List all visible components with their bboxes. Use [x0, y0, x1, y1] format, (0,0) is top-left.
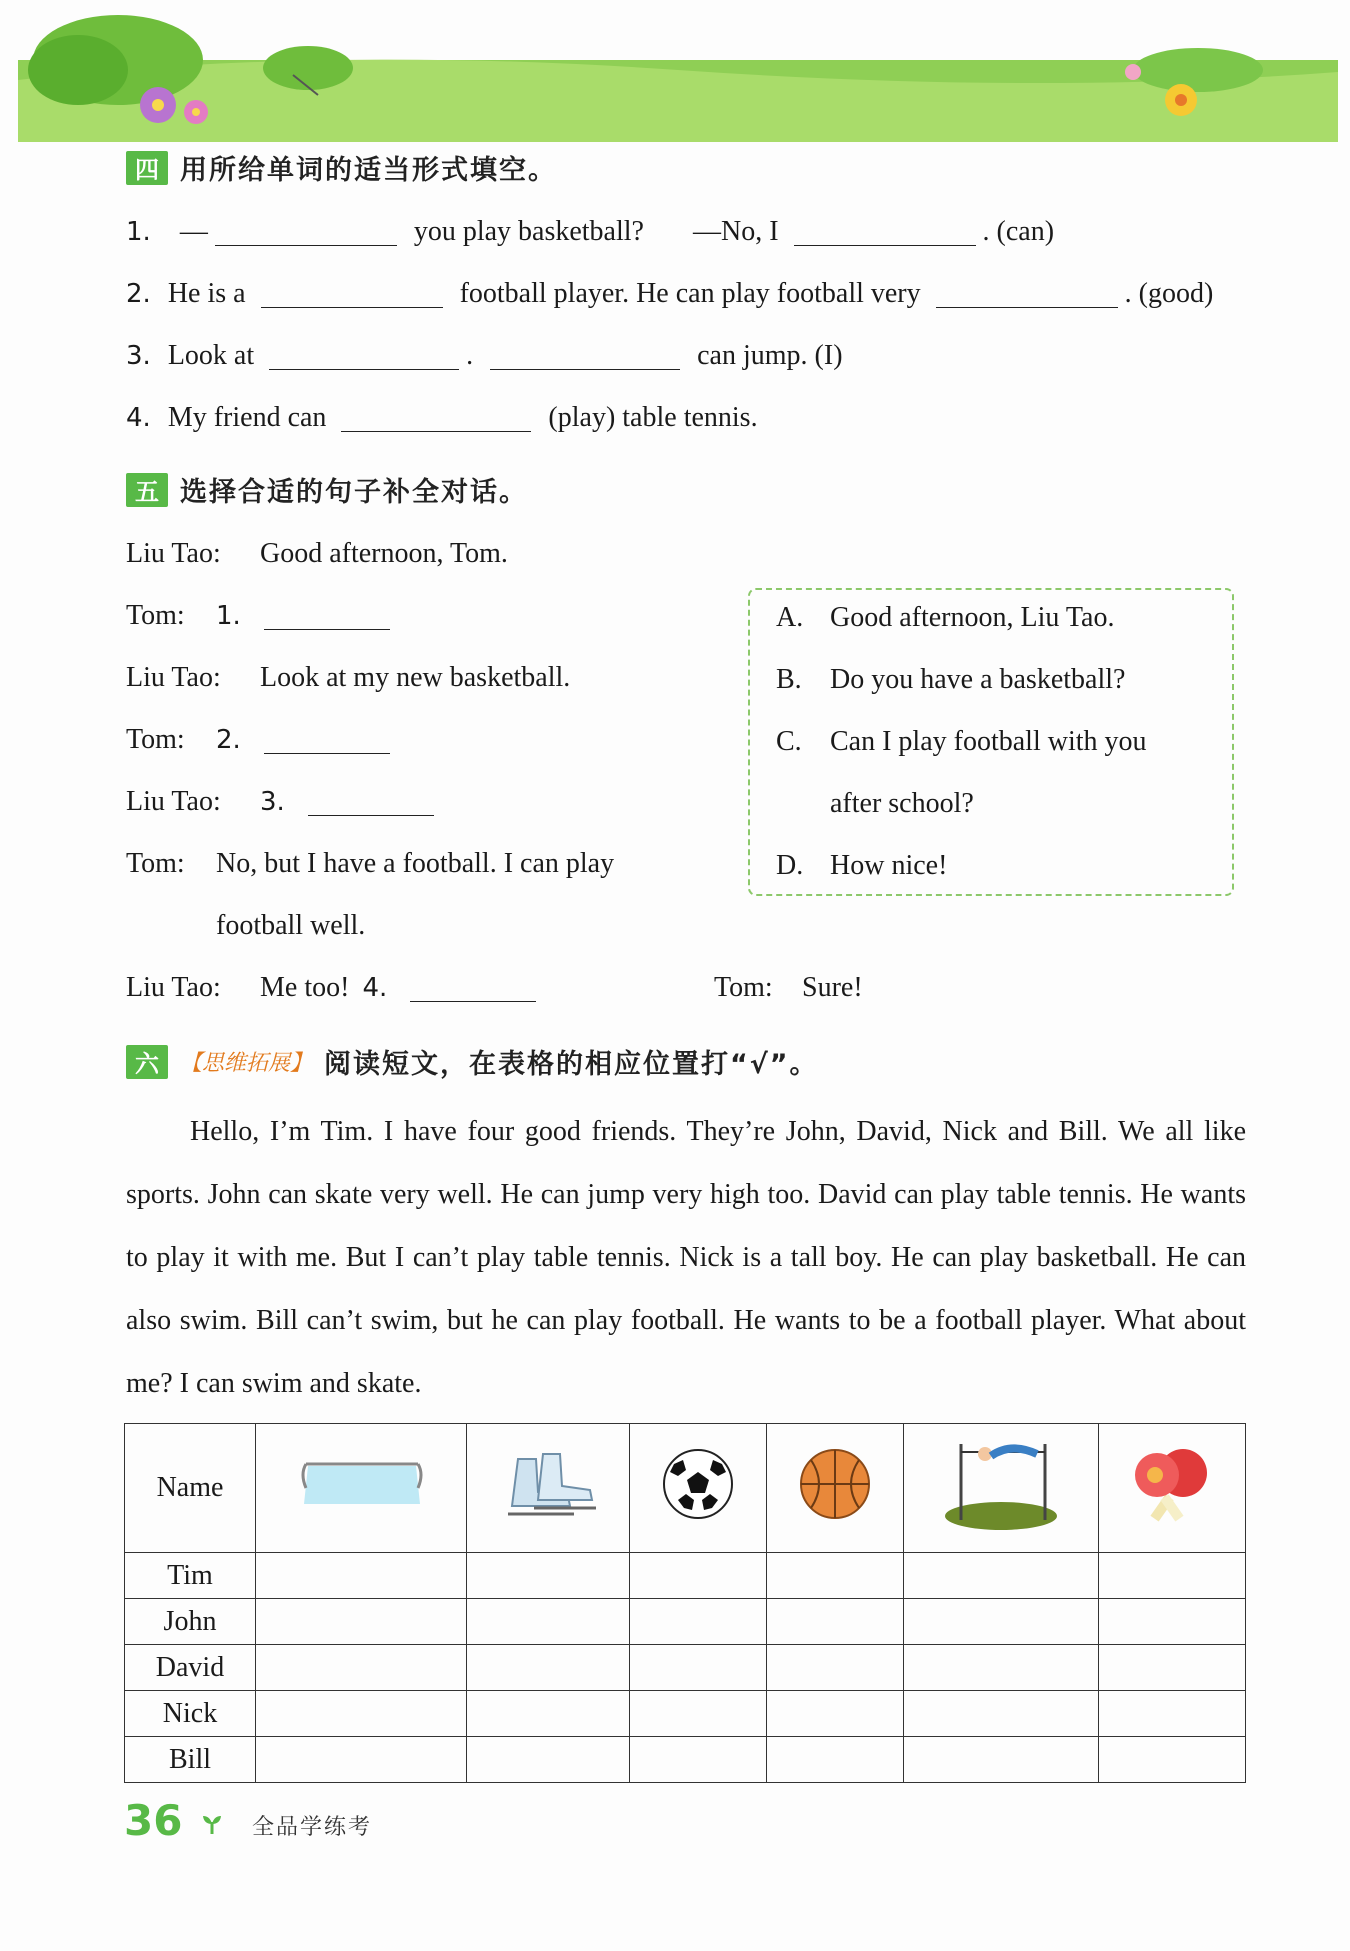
check-cell[interactable] — [904, 1645, 1099, 1691]
check-cell[interactable] — [904, 1553, 1099, 1599]
answer-blank[interactable] — [410, 973, 536, 1002]
table-row — [125, 1645, 1246, 1691]
dialog-line: Liu Tao: Look at my new basketball. — [126, 662, 571, 693]
basketball-icon — [767, 1424, 904, 1553]
grass-banner-illustration — [18, 0, 1338, 150]
check-cell[interactable] — [767, 1691, 904, 1737]
check-cell[interactable] — [256, 1553, 467, 1599]
table-row — [125, 1737, 1246, 1783]
check-cell[interactable] — [904, 1691, 1099, 1737]
dialog-line: Liu Tao: Good afternoon, Tom. — [126, 538, 508, 569]
dialog-line: Tom: No, but I have a football. I can play — [126, 848, 615, 879]
dialog-line: Liu Tao: 3. — [126, 786, 434, 818]
check-cell[interactable] — [256, 1599, 467, 1645]
section-5-heading — [126, 470, 528, 509]
section-6-tag: 【思维拓展】 — [180, 1051, 313, 1076]
dialog-line: Tom: 1. — [126, 600, 390, 632]
check-cell[interactable] — [467, 1737, 630, 1783]
option-a: A. Good afternoon, Liu Tao. — [776, 602, 1115, 633]
table-tennis-icon — [1099, 1424, 1246, 1553]
dialog-line: Liu Tao: Me too! 4. — [126, 972, 536, 1004]
answer-blank[interactable] — [215, 217, 397, 246]
table-row — [125, 1553, 1246, 1599]
check-cell[interactable] — [1099, 1645, 1246, 1691]
table-header-row — [125, 1424, 1246, 1553]
answer-blank[interactable] — [936, 279, 1118, 308]
question-4-4: 4. My friend can (play) table tennis. — [126, 402, 758, 433]
football-icon — [630, 1424, 767, 1553]
option-c: C. Can I play football with you — [776, 726, 1147, 757]
answer-blank[interactable] — [261, 279, 443, 308]
table-row — [125, 1599, 1246, 1645]
section-6-title: 阅读短文，在表格的相应位置打“√”。 — [324, 1049, 819, 1080]
answer-blank[interactable] — [341, 403, 531, 432]
student-name: John — [125, 1599, 256, 1645]
dialog-line: Tom: 2. — [126, 724, 390, 756]
student-name: Tim — [125, 1553, 256, 1599]
question-4-3: 3. Look at . can jump. (I) — [126, 340, 843, 371]
answer-blank[interactable] — [264, 601, 390, 630]
check-cell[interactable] — [256, 1691, 467, 1737]
option-b: B. Do you have a basketball? — [776, 664, 1126, 695]
check-cell[interactable] — [767, 1599, 904, 1645]
check-cell[interactable] — [1099, 1737, 1246, 1783]
page-number: 36 — [124, 1796, 183, 1845]
check-cell[interactable] — [467, 1691, 630, 1737]
check-cell[interactable] — [630, 1553, 767, 1599]
sprout-icon — [200, 1812, 224, 1836]
section-6-heading — [126, 1042, 819, 1081]
section-4-badge: 四 — [126, 151, 168, 185]
ice-skates-icon — [467, 1424, 630, 1553]
reading-passage — [126, 1100, 1246, 1415]
check-cell[interactable] — [630, 1737, 767, 1783]
table-row — [125, 1691, 1246, 1737]
section-5-badge: 五 — [126, 473, 168, 507]
check-cell[interactable] — [904, 1599, 1099, 1645]
answer-blank[interactable] — [308, 787, 434, 816]
student-name: Bill — [125, 1737, 256, 1783]
check-cell[interactable] — [767, 1737, 904, 1783]
check-cell[interactable] — [767, 1553, 904, 1599]
check-cell[interactable] — [1099, 1599, 1246, 1645]
brand-name: 全品学练考 — [252, 1815, 373, 1840]
section-6-badge: 六 — [126, 1045, 168, 1079]
question-4-1: 1. — you play basketball? —No, I . (can) — [126, 216, 1055, 247]
answer-blank[interactable] — [794, 217, 976, 246]
answer-blank[interactable] — [269, 341, 459, 370]
check-cell[interactable] — [630, 1599, 767, 1645]
passage-text: Hello, I’m Tim. I have four good friends. They’re John, David, Nick and Bill. We all like sports. John can skate very well. He can jump very high too. David can play table tennis. He wants to play it with me. But I can’t play table tennis. Nick is a tall boy. He can play basketball. He can also swim. Bill can’t swim, but he can play football. He wants to be a football player. What about me? I can swim and skate. — [126, 1116, 1246, 1399]
sports-table — [124, 1423, 1246, 1783]
section-4-heading — [126, 148, 557, 187]
swimming-pool-icon — [256, 1424, 467, 1553]
section-5-title: 选择合适的句子补全对话。 — [180, 477, 528, 508]
dialog-line-continued: football well. — [216, 910, 366, 941]
check-cell[interactable] — [467, 1599, 630, 1645]
student-name: Nick — [125, 1691, 256, 1737]
dialog-line: Tom: Sure! — [714, 972, 863, 1003]
option-c-continued: after school? — [830, 788, 974, 819]
section-4-title: 用所给单词的适当形式填空。 — [180, 155, 557, 186]
check-cell[interactable] — [904, 1737, 1099, 1783]
check-cell[interactable] — [256, 1737, 467, 1783]
answer-blank[interactable] — [264, 725, 390, 754]
option-d: D. How nice! — [776, 850, 948, 881]
question-4-2: 2. He is a football player. He can play football very . (good) — [126, 278, 1214, 309]
answer-blank[interactable] — [490, 341, 680, 370]
check-cell[interactable] — [256, 1645, 467, 1691]
check-cell[interactable] — [1099, 1553, 1246, 1599]
check-cell[interactable] — [1099, 1691, 1246, 1737]
high-jump-icon — [904, 1424, 1099, 1553]
check-cell[interactable] — [467, 1645, 630, 1691]
check-cell[interactable] — [630, 1691, 767, 1737]
student-name: David — [125, 1645, 256, 1691]
check-cell[interactable] — [630, 1645, 767, 1691]
check-cell[interactable] — [767, 1645, 904, 1691]
check-cell[interactable] — [467, 1553, 630, 1599]
answer-options-box — [748, 588, 1234, 896]
name-header: Name — [125, 1424, 256, 1553]
